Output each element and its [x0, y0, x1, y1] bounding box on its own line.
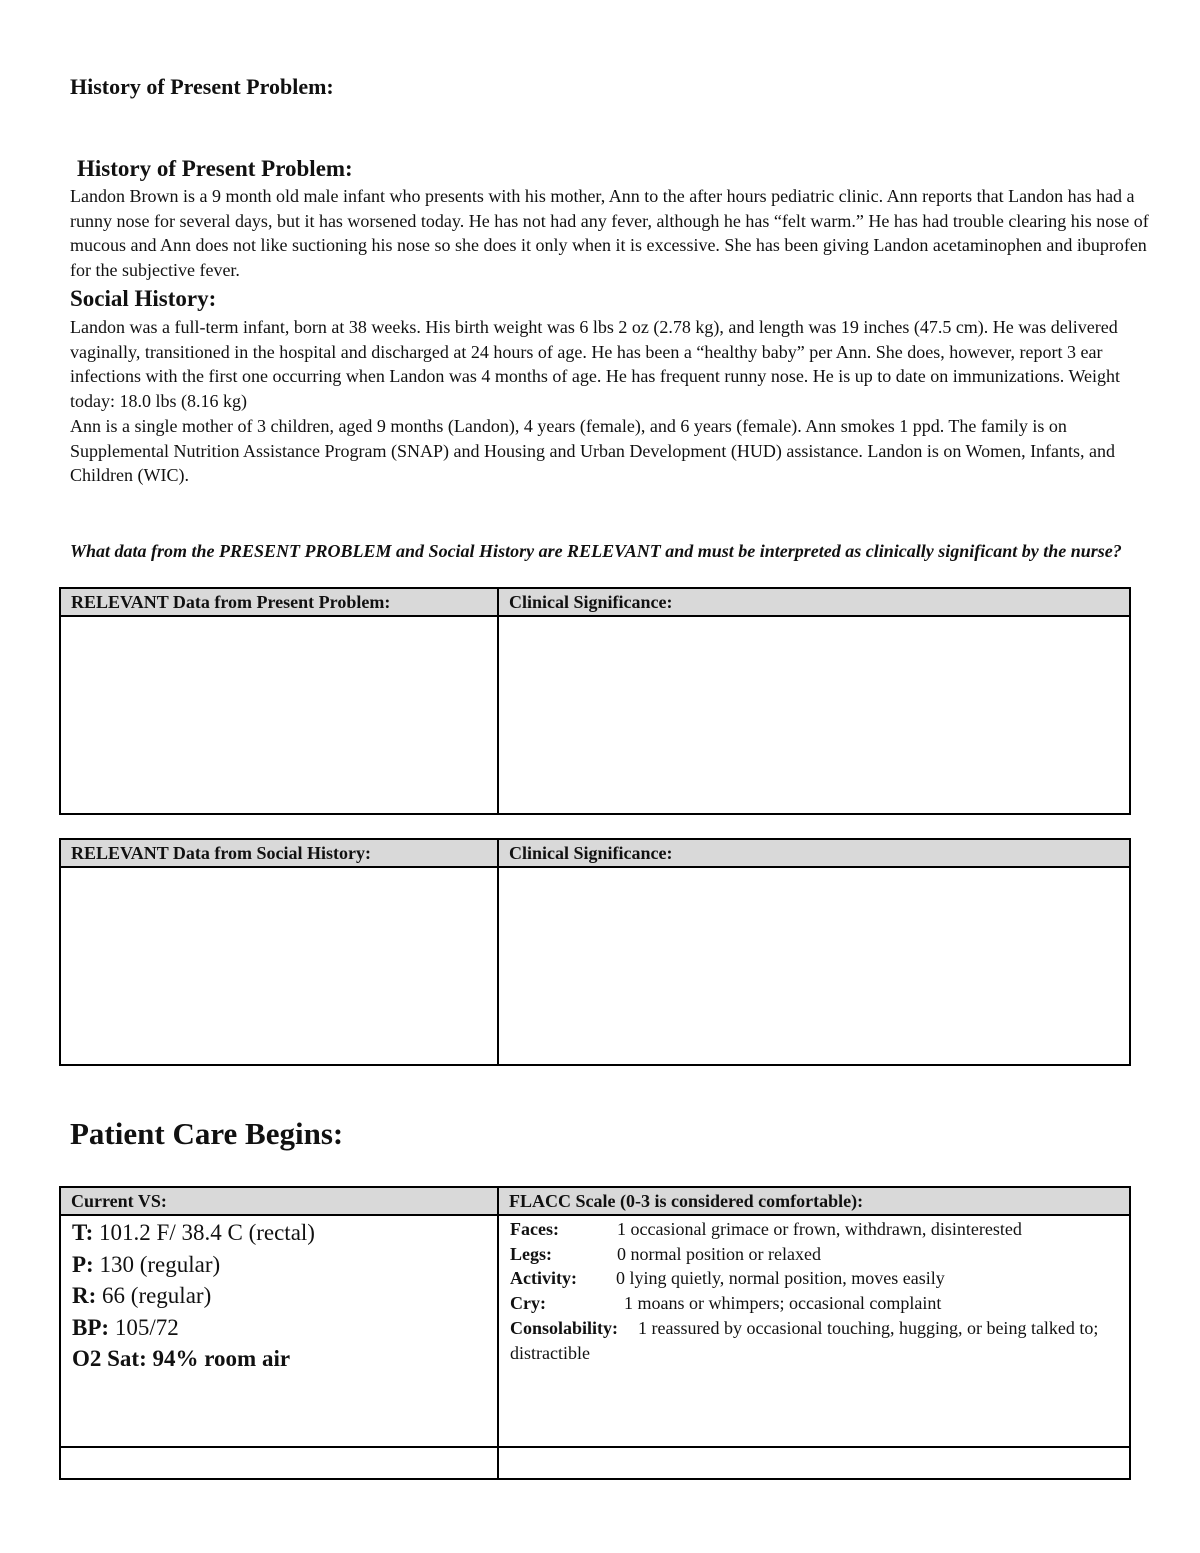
flacc-header: FLACC Scale (0-3 is considered comfortable):	[498, 1187, 1130, 1215]
social-data-header: RELEVANT Data from Social History:	[60, 839, 498, 867]
clinical-significance-header: Clinical Significance:	[498, 588, 1130, 616]
flacc-cell	[498, 1215, 1130, 1447]
clinical-significance-cell[interactable]	[498, 867, 1130, 1065]
vital-temperature: T: 101.2 F/ 38.4 C (rectal)	[72, 1220, 315, 1245]
vitals-cell	[60, 1215, 498, 1447]
table-row	[60, 616, 1130, 814]
social-history-heading: Social History:	[70, 286, 217, 311]
vital-blood-pressure: BP: 105/72	[72, 1314, 179, 1340]
flacc-faces: Faces: 1 occasional grimace or frown, withdrawn, disinterested	[510, 1219, 1022, 1239]
table-row	[60, 867, 1130, 1065]
social-history-text-2: Ann is a single mother of 3 children, aged 9 months (Landon), 4 years (female), and 6 years (female). Ann smokes 1 ppd. The family is on Supplemental Nutrition Assistance Program (SNAP) and Housing and Urban Development (HUD) assistance. Landon is on Women, Infants, and Children (WIC).	[70, 416, 1116, 486]
present-data-cell[interactable]	[60, 616, 498, 814]
vital-respirations: R: 66 (regular)	[72, 1283, 212, 1308]
flacc-cry: Cry: 1 moans or whimpers; occasional complaint	[510, 1293, 942, 1314]
table-row	[60, 1215, 1130, 1447]
empty-cell[interactable]	[60, 1447, 498, 1479]
vital-o2-sat: O2 Sat: 94% room air	[72, 1346, 291, 1371]
social-history-text-1: Landon was a full-term infant, born at 38 weeks. His birth weight was 6 lbs 2 oz (2.78 kg), and length was 19 inches (47.5 cm). He was delivered vaginally, transitioned in the hospital and discharged at 24 hours of age. He has been a “healthy baby” per Ann. She does, however, report 3 ear infections with the first one occurring when Landon was 4 months of age. He has frequent runny nose. He is up to date on immunizations. Weight today: 18.0 lbs (8.16 kg)	[70, 317, 1120, 412]
social-history-table	[59, 838, 1131, 1066]
present-problem-heading: History of Present Problem:	[77, 156, 353, 181]
flacc-activity: Activity: 0 lying quietly, normal position, moves easily	[510, 1268, 945, 1289]
clinical-significance-cell[interactable]	[498, 616, 1130, 814]
present-problem-text: Landon Brown is a 9 month old male infant who presents with his mother, Ann to the after hours pediatric clinic. Ann reports that Landon has had a runny nose for several days, but it has worsened today. He has not had any fever, although he has “felt warm.” He has had trouble clearing his nose of mucous and Ann does not like suctioning his nose so she does it only when it is excessive. She has been giving Landon acetaminophen and ibuprofen for the subjective fever.	[70, 186, 1149, 281]
empty-cell[interactable]	[498, 1447, 1130, 1479]
clinical-significance-header: Clinical Significance:	[498, 839, 1130, 867]
table-row	[60, 1447, 1130, 1479]
vital-signs-table	[59, 1186, 1131, 1480]
social-data-cell[interactable]	[60, 867, 498, 1065]
present-problem-table	[59, 587, 1131, 815]
flacc-legs: Legs: 0 normal position or relaxed	[510, 1243, 821, 1264]
patient-care-heading: Patient Care Begins:	[70, 1116, 344, 1151]
vital-pulse: P: 130 (regular)	[72, 1251, 221, 1277]
relevant-data-prompt: What data from the PRESENT PROBLEM and Social History are RELEVANT and must be interpreted as clinically significant by the nurse?	[70, 541, 1122, 561]
table-header-row	[60, 588, 1130, 616]
page-title: History of Present Problem:	[70, 74, 334, 99]
table-header-row	[60, 1187, 1130, 1215]
current-vs-header: Current VS:	[60, 1187, 498, 1215]
table-header-row	[60, 839, 1130, 867]
present-data-header: RELEVANT Data from Present Problem:	[60, 588, 498, 616]
flacc-consolability: Consolability: 1 reassured by occasional touching, hugging, or being talked to; distractible	[510, 1317, 1099, 1363]
